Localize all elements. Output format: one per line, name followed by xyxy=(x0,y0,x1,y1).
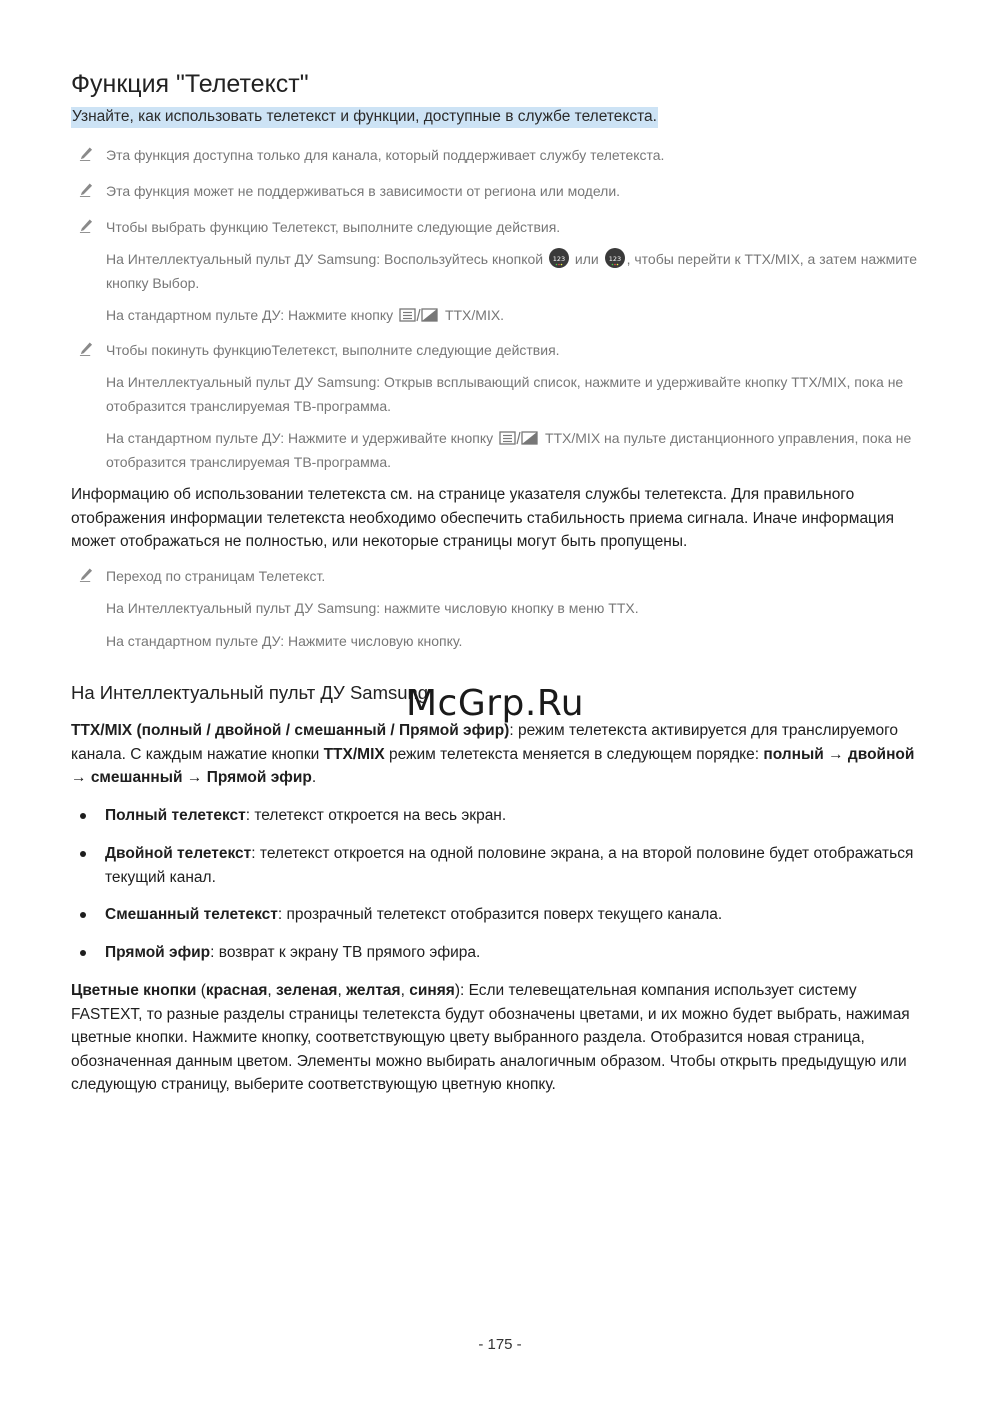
list-item xyxy=(105,941,925,965)
bullet-dot xyxy=(80,851,86,857)
list-item-text: : прозрачный телетекст отобразится поверх текущего канала. xyxy=(277,906,723,923)
ttx-mode-label: TTX/MIX (полный / двойной / смешанный / Прямой эфир) xyxy=(71,722,510,739)
paragraph-text: ( xyxy=(196,982,206,999)
svg-text:123: 123 xyxy=(608,255,621,263)
list-item-term: Двойной телетекст xyxy=(105,845,252,862)
list-item-term: Полный телетекст xyxy=(105,807,246,824)
color-name: синяя xyxy=(409,982,455,999)
ttx-mix-button-icon xyxy=(399,307,439,323)
page-subtitle: Узнайте, как использовать телетекст и функции, доступные в службе телетекста. xyxy=(71,107,658,128)
number-123-button-icon xyxy=(549,248,569,268)
info-paragraph: Информацию об использовании телетекста см. на странице указателя службы телетекста. Для правильного отображения информации телетекста необходимо обеспечить стабильность приема сигнала. Иначе информация может отображаться не полностью, или некоторые страницы могут быть пропущены. xyxy=(71,486,894,551)
list-item-text: : телетекст откроется на одной половине экрана, а на второй половине будет отображаться текущий канал. xyxy=(105,845,914,886)
paragraph-text: , xyxy=(337,982,347,999)
mode-sequence-item: смешанный xyxy=(90,769,183,787)
bullet-dot xyxy=(80,950,86,956)
note-text: Эта функция может не поддерживаться в зависимости от региона или модели. xyxy=(106,183,621,199)
note-standard-remote-instruction: На стандартном пульте ДУ: Нажмите числовую кнопку. xyxy=(106,633,463,649)
mode-sequence-item: Прямой эфир xyxy=(206,769,312,787)
pencil-icon xyxy=(79,341,93,357)
note-smart-remote-instruction: На Интеллектуальный пульт ДУ Samsung: нажмите числовую кнопку в меню TTX. xyxy=(106,600,639,616)
instruction-text: На Интеллектуальный пульт ДУ Samsung: Воспользуйтесь кнопкой xyxy=(106,251,544,267)
note-text: Переход по страницам Телетекст. xyxy=(106,568,326,584)
ttx-button-label: TTX/MIX xyxy=(323,745,385,763)
paragraph-text: , xyxy=(400,982,410,999)
list-item xyxy=(105,842,925,889)
bullet-dot xyxy=(80,912,86,918)
mode-sequence-item: полный xyxy=(763,745,824,763)
list-item-text: : телетекст откроется на весь экран. xyxy=(245,807,507,824)
mode-sequence-item: двойной xyxy=(847,745,915,763)
pencil-icon xyxy=(79,567,93,583)
pencil-icon xyxy=(79,182,93,198)
list-item xyxy=(105,903,925,927)
list-item-term: Смешанный телетекст xyxy=(105,906,278,923)
watermark: McGrp.Ru xyxy=(406,683,585,724)
color-buttons-label: Цветные кнопки xyxy=(71,982,197,999)
paragraph-text: . xyxy=(311,769,317,787)
note-standard-remote-instruction xyxy=(106,303,926,327)
color-name: красная xyxy=(205,982,268,999)
paragraph-text: , xyxy=(267,982,277,999)
list-item-term: Прямой эфир xyxy=(105,944,211,961)
ttx-mix-button-icon xyxy=(499,430,539,446)
pencil-icon xyxy=(79,218,93,234)
instruction-text: или xyxy=(574,251,599,267)
arrow-icon: → xyxy=(823,745,848,763)
instruction-text: На стандартном пульте ДУ: Нажмите и удерживайте кнопку xyxy=(106,430,494,446)
ttx-mode-paragraph xyxy=(71,719,931,790)
color-name: желтая xyxy=(346,982,401,999)
instruction-text: TTX/MIX. xyxy=(444,307,505,323)
note-text: Эта функция доступна только для канала, который поддерживает службу телетекста. xyxy=(106,147,665,163)
arrow-icon: → xyxy=(71,769,91,787)
instruction-text: На стандартном пульте ДУ: Нажмите кнопку xyxy=(106,307,394,323)
pencil-icon xyxy=(79,146,93,162)
list-item xyxy=(105,804,925,828)
paragraph-text: : режим телетекста активируется для транслируемого канала. С каждым нажатие кнопки xyxy=(71,722,899,763)
number-123-button-icon xyxy=(605,248,625,268)
paragraph-text: режим телетекста меняется в следующем порядке: xyxy=(384,745,764,763)
note-smart-remote-instruction: На Интеллектуальный пульт ДУ Samsung: Открыв всплывающий список, нажмите и удерживайте кнопку TTX/MIX, пока не отобразится транслируемая ТВ-программа. xyxy=(106,374,904,414)
note-text: Чтобы выбрать функцию Телетекст, выполните следующие действия. xyxy=(106,219,561,235)
page-title: Функция "Телетекст" xyxy=(71,70,309,98)
page-number: - 175 - xyxy=(478,1336,522,1353)
svg-text:123: 123 xyxy=(552,255,566,263)
arrow-icon: → xyxy=(182,769,207,787)
instruction-text: TTX/MIX на пульте дистанционного управления, пока не отобразится транслируемая ТВ-программа. xyxy=(106,430,912,470)
color-name: зеленая xyxy=(276,982,338,999)
instruction-text: , чтобы перейти к TTX/MIX, а затем нажмите кнопку Выбор. xyxy=(106,251,918,291)
section-heading: На Интеллектуальный пульт ДУ Samsung xyxy=(71,682,429,703)
paragraph-text: ): Если телевещательная компания использует систему FASTEXT, то разные разделы страницы телетекста будут обозначены цветами, и их можно будет выбрать, нажимая цветные кнопки. Нажмите кнопку, соответствующую цвету выбранного раздела. Отобразится новая страница, обозначенная данным цветом. Элементы можно выбирать аналогичным образом. Чтобы открыть предыдущую или следующую страницу, выберите соответствующую цветную кнопку. xyxy=(71,982,910,1094)
note-smart-remote-instruction xyxy=(106,247,926,295)
list-item-text: : возврат к экрану ТВ прямого эфира. xyxy=(210,944,481,961)
color-buttons-paragraph xyxy=(71,979,921,1097)
bullet-dot xyxy=(80,813,86,819)
note-text: Чтобы покинуть функциюТелетекст, выполните следующие действия. xyxy=(106,342,560,358)
note-standard-remote-instruction xyxy=(106,426,926,474)
